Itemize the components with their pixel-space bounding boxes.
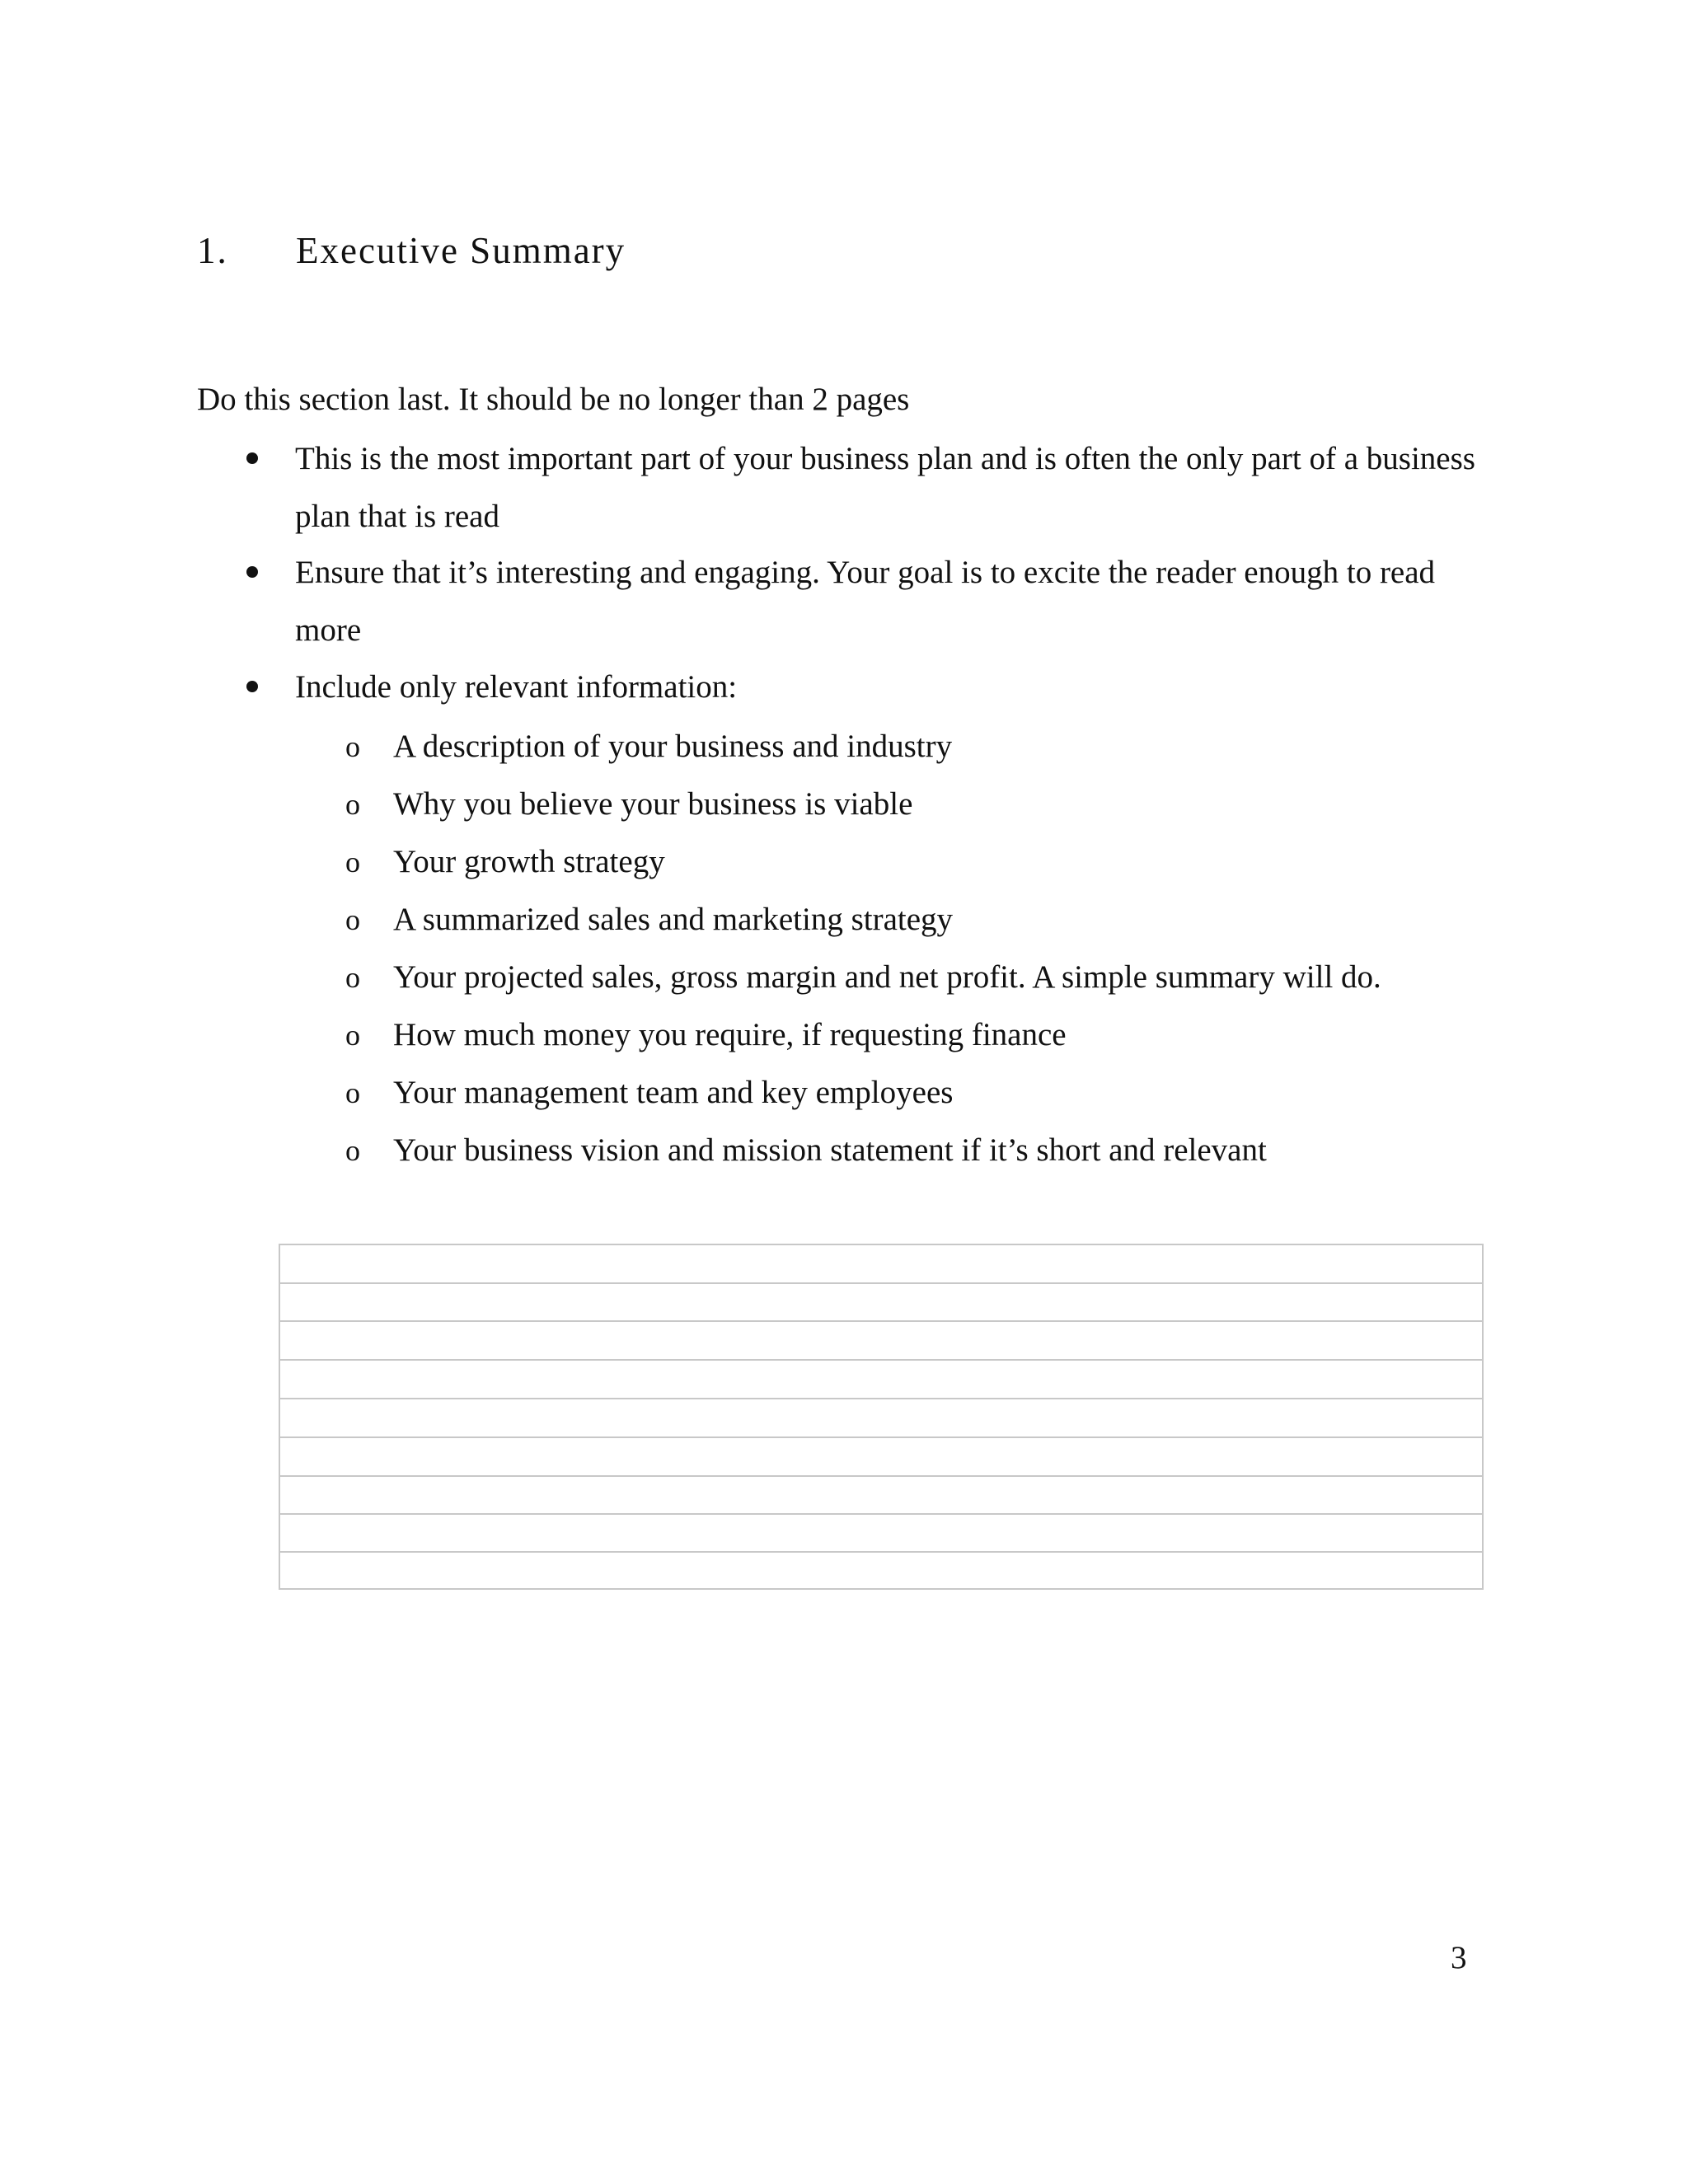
circle-bullet-icon: o — [345, 1019, 360, 1052]
ruled-line — [280, 1436, 1482, 1438]
section-heading — [197, 229, 626, 272]
bullet-text: Ensure that it’s interesting and engaging. Your goal is to excite the reader enough to read more — [295, 555, 1436, 648]
sub-bullet-item — [345, 776, 913, 833]
circle-bullet-icon: o — [345, 1134, 360, 1167]
sub-bullet-item — [345, 949, 1381, 1006]
sub-bullet-item — [345, 1122, 1267, 1179]
bullet-icon — [246, 452, 258, 464]
circle-bullet-icon: o — [345, 788, 360, 821]
ruled-line — [280, 1359, 1482, 1361]
section-number: 1. — [197, 230, 228, 271]
intro-text: Do this section last. It should be no longer than 2 pages — [197, 382, 910, 417]
ruled-line — [280, 1513, 1482, 1515]
sub-bullet-text: A description of your business and industry — [393, 729, 953, 764]
bullet-item — [295, 658, 1490, 716]
sub-bullet-text: Your growth strategy — [393, 844, 665, 879]
circle-bullet-icon: o — [345, 961, 360, 994]
sub-bullet-text: Your business vision and mission statement if it’s short and relevant — [393, 1132, 1267, 1168]
sub-bullet-item — [345, 1006, 1067, 1064]
sub-bullet-text: Your projected sales, gross margin and net profit. A simple summary will do. — [393, 959, 1381, 995]
section-title: Executive Summary — [296, 230, 626, 271]
sub-bullet-text: A summarized sales and marketing strategy — [393, 902, 954, 937]
ruled-line — [280, 1398, 1482, 1399]
sub-bullet-item — [345, 718, 953, 776]
circle-bullet-icon: o — [345, 730, 360, 763]
bullet-icon — [246, 681, 258, 692]
circle-bullet-icon: o — [345, 1076, 360, 1109]
ruled-line — [280, 1551, 1482, 1553]
sub-bullet-text: Your management team and key employees — [393, 1075, 954, 1110]
bullet-icon — [246, 566, 258, 578]
bullet-item — [295, 430, 1490, 546]
sub-bullet-text: Why you believe your business is viable — [393, 786, 913, 822]
circle-bullet-icon: o — [345, 903, 360, 936]
ruled-writing-box[interactable] — [279, 1244, 1484, 1590]
ruled-line — [280, 1475, 1482, 1477]
ruled-line — [280, 1320, 1482, 1322]
sub-bullet-text: How much money you require, if requesting finance — [393, 1017, 1067, 1052]
ruled-line — [280, 1282, 1482, 1284]
bullet-text: This is the most important part of your business plan and is often the only part of a business plan that is read — [295, 441, 1475, 534]
sub-bullet-item — [345, 833, 665, 891]
bullet-item — [295, 544, 1490, 659]
bullet-text: Include only relevant information: — [295, 669, 738, 705]
circle-bullet-icon: o — [345, 846, 360, 879]
sub-bullet-item — [345, 891, 954, 949]
page-number: 3 — [1451, 1940, 1467, 1975]
sub-bullet-item — [345, 1064, 954, 1122]
